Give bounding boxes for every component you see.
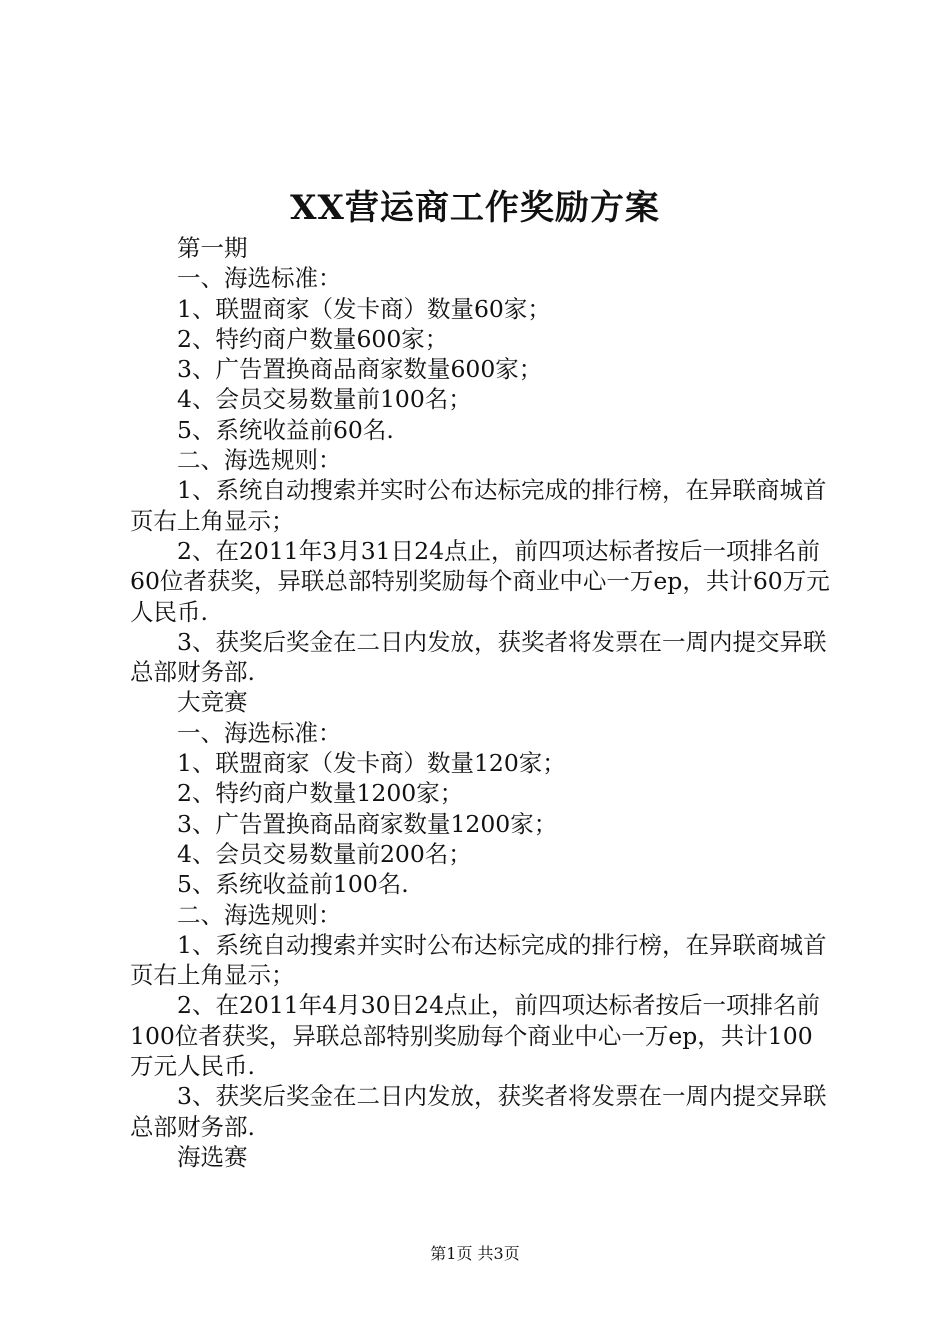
criteria-item: 3、广告置换商品商家数量600家； [177, 355, 543, 384]
rule-item: 2、在2011年4月30日24点止，前四项达标者按后一项排名前100位者获奖，异联总部特别奖励每个商业中心一万ep，共计100万元人民币. [130, 991, 821, 1081]
document-title: XX营运商工作奖励方案 [290, 188, 660, 228]
section-heading-audition: 海选赛 [177, 1142, 248, 1171]
criteria-item: 2、特约商户数量600家； [177, 324, 449, 353]
rule-item: 3、获奖后奖金在二日内发放，获奖者将发票在一周内提交异联总部财务部. [130, 1082, 827, 1141]
section-heading-first-period: 第一期 [177, 234, 248, 262]
rule-item: 1、系统自动搜索并实时公布达标完成的排行榜，在异联商城首页右上角显示； [130, 476, 827, 535]
subheading-selection-criteria: 一、海选标准： [177, 718, 342, 747]
rule-item: 1、系统自动搜索并实时公布达标完成的排行榜，在异联商城首页右上角显示； [130, 930, 827, 990]
subheading-selection-criteria: 一、海选标准： [177, 264, 342, 293]
criteria-item: 2、特约商户数量1200家； [177, 779, 464, 808]
page-number-footer: 第1页 共3页 [430, 1244, 520, 1263]
document-body [130, 233, 832, 1172]
criteria-item: 3、广告置换商品商家数量1200家； [177, 809, 558, 838]
section-heading-grand-competition: 大竞赛 [177, 688, 248, 717]
criteria-item: 1、联盟商家（发卡商）数量60家； [177, 294, 551, 323]
criteria-item: 5、系统收益前100名. [177, 870, 409, 899]
criteria-item: 5、系统收益前60名. [177, 415, 394, 444]
subheading-selection-rules: 二、海选规则： [177, 446, 342, 475]
criteria-item: 4、会员交易数量前100名； [177, 385, 472, 414]
rule-item: 3、获奖后奖金在二日内发放，获奖者将发票在一周内提交异联总部财务部. [130, 627, 827, 687]
subheading-selection-rules: 二、海选规则： [177, 900, 342, 929]
criteria-item: 4、会员交易数量前200名； [177, 839, 472, 868]
rule-item: 2、在2011年3月31日24点止，前四项达标者按后一项排名前60位者获奖，异联总部特别奖励每个商业中心一万ep，共计60万元人民币. [130, 536, 830, 626]
criteria-item: 1、联盟商家（发卡商）数量120家； [177, 749, 566, 778]
